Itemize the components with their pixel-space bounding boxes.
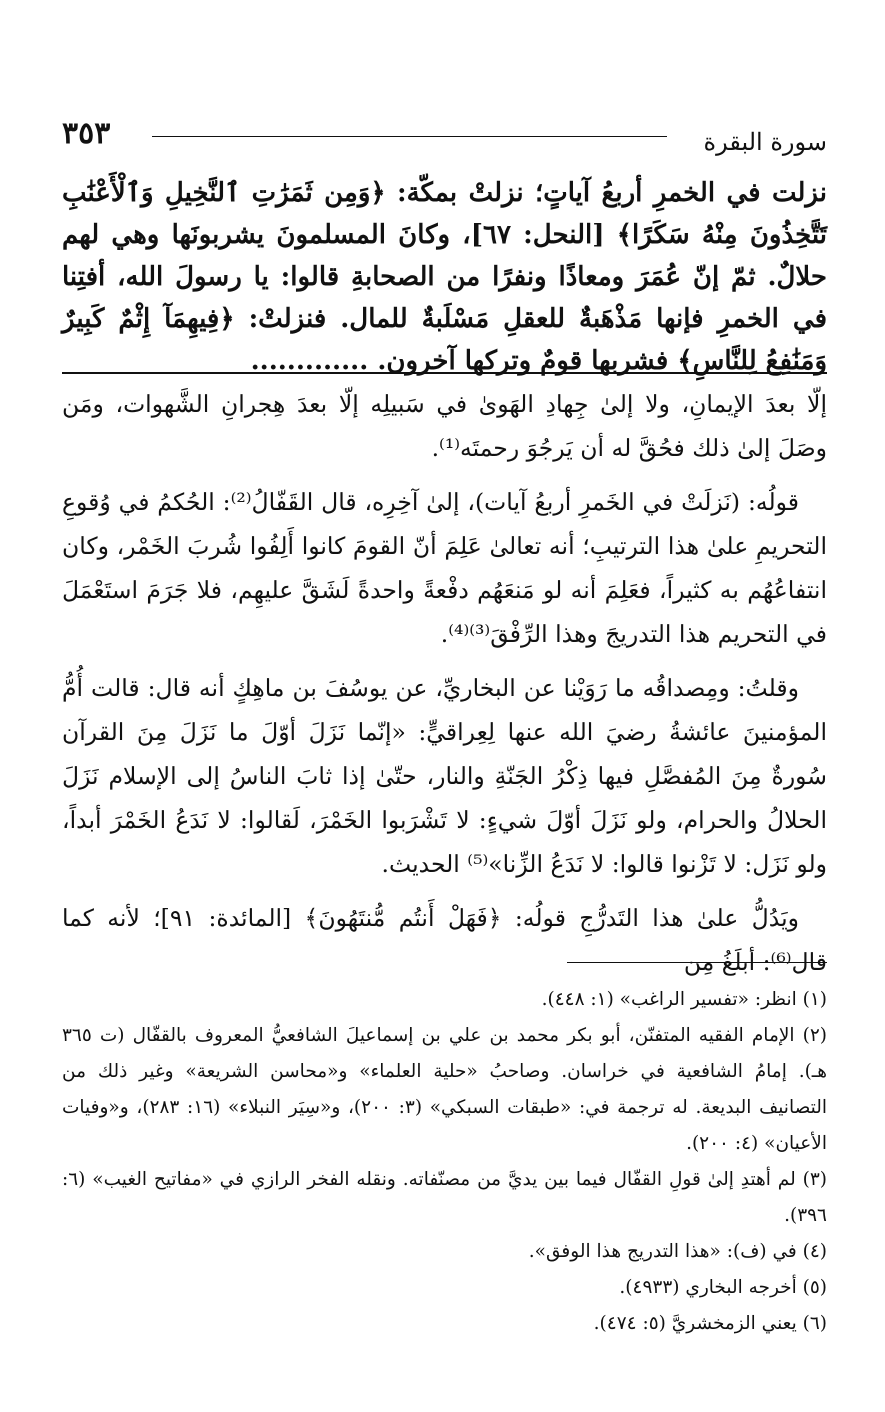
commentary-paragraph-4: ويَدُلُّ علىٰ هذا التَدرُّجِ قولُه: ﴿فَهَلْ أَنتُم مُّنتَهُونَ﴾ [المائدة: ٩١]؛ لأنه كما قال⁽⁶⁾: أبلَغُ مِن	[62, 904, 827, 976]
commentary-paragraph-3: وقلتُ: ومِصداقُه ما رَوَيْنا عن البخاريِّ، عن يوسُفَ بن ماهِكٍ أنه قال: قالت أُمُّ المؤمنينَ عائشةُ رضيَ الله عنها لِعِراقيٍّ: «إنّما نَزَلَ أوّلَ ما نَزَلَ مِنَ القرآن سُورةٌ مِنَ المُفصَّلِ فيها ذِكْرُ الجَنّةِ والنار، حتّىٰ إذا ثابَ الناسُ إلى الإسلام نَزَلَ الحلالُ والحرام، ولو نَزَلَ أوّلَ شيءٍ: لا تَشْرَبوا الخَمْرَ، لَقالوا: لا نَدَعُ الخَمْرَ أبداً، ولو نَزَل: لا تَزْنوا قالوا: لا نَدَعُ الزِّنا»⁽⁵⁾ الحديث.	[62, 674, 827, 878]
matn-text: نزلت في الخمرِ أربعُ آياتٍ؛ نزلتْ بمكّة: ﴿وَمِن ثَمَرَٰتِ ٱلنَّخِيلِ وَٱلْأَعْنَٰبِ تَتَّخِذُونَ مِنْهُ سَكَرًا﴾ [النحل: ٦٧]، وكانَ المسلمونَ يشربونَها وهي لهم حلالٌ. ثمّ إنّ عُمَرَ ومعاذًا ونفرًا من الصحابةِ قالوا: يا رسولَ الله، أفتِنا في الخمرِ فإنها مَذْهَبةٌ للعقلِ مَسْلَبةٌ للمال. فنزلتْ: ﴿فِيهِمَآ إِثْمٌ كَبِيرٌ وَمَنَٰفِعُ لِلنَّاسِ﴾ فشربها قومٌ وتركها آخرون. .............	[62, 178, 827, 376]
footnote-4: (٤) في (ف): «هذا التدريج هذا الوفق».	[528, 1241, 827, 1262]
header-rule	[152, 136, 667, 137]
commentary	[62, 382, 827, 994]
footnote-5: (٥) أخرجه البخاري (٤٩٣٣).	[619, 1277, 827, 1298]
page-header	[62, 110, 827, 170]
footnote-6: (٦) يعني الزمخشريَّ (٥: ٤٧٤).	[593, 1313, 827, 1334]
surah-name: سورة البقرة	[703, 128, 827, 156]
footnote-2: (٢) الإمام الفقيه المتفنّن، أبو بكر محمد بن علي بن إسماعيلَ الشافعيُّ المعروف بالقفّال (ت ٣٦٥ هـ). إمامُ الشافعية في خراسان. وصاحبُ «حلية العلماء» و«محاسن الشريعة» وغير ذلك من التصانيف البديعة. له ترجمة في: «طبقات السبكي» (٣: ٢٠٠)، و«سِيَر النبلاء» (١٦: ٢٨٣)، و«وفيات الأعيان» (٤: ٢٠٠).	[62, 1025, 827, 1154]
footnote-3: (٣) لم أهتدِ إلىٰ قولِ القفّال فيما بين يديَّ من مصنّفاته. ونقله الفخر الرازي في «مفاتيح الغيب» (٦: ٣٩٦).	[62, 1169, 827, 1226]
commentary-paragraph-2: قولُه: (نَزلَتْ في الخَمرِ أربعُ آيات)، إلىٰ آخِرِه، قال القَفّالُ⁽²⁾: الحُكمُ في وُقوعِ التحريمِ علىٰ هذا الترتيبِ؛ أنه تعالىٰ عَلِمَ أنّ القومَ كانوا أَلِفُوا شُربَ الخَمْر، وكان انتفاعُهُم به كثيراً، فعَلِمَ أنه لو مَنعَهُم دفْعةً واحدةً لَشَقَّ عليهِم، فلا جَرَمَ استَعْمَلَ في التحريم هذا التدريجَ وهذا الرِّفْقَ⁽³⁾⁽⁴⁾.	[62, 488, 827, 648]
footnotes	[62, 982, 827, 1342]
page-number: ٣٥٣	[62, 116, 111, 151]
matn-divider	[62, 372, 827, 374]
footnote-divider	[567, 962, 827, 963]
footnote-1: (١) انظر: «تفسير الراغب» (١: ٤٤٨).	[541, 989, 827, 1010]
commentary-paragraph-1: إلّا بعدَ الإيمانِ، ولا إلىٰ جِهادِ الهَوىٰ في سَبيلِه إلّا بعدَ هِجرانِ الشَّهوات، ومَن وصَلَ إلىٰ ذلك فحُقَّ له أن يَرجُوَ رحمتَه⁽¹⁾.	[62, 390, 827, 462]
